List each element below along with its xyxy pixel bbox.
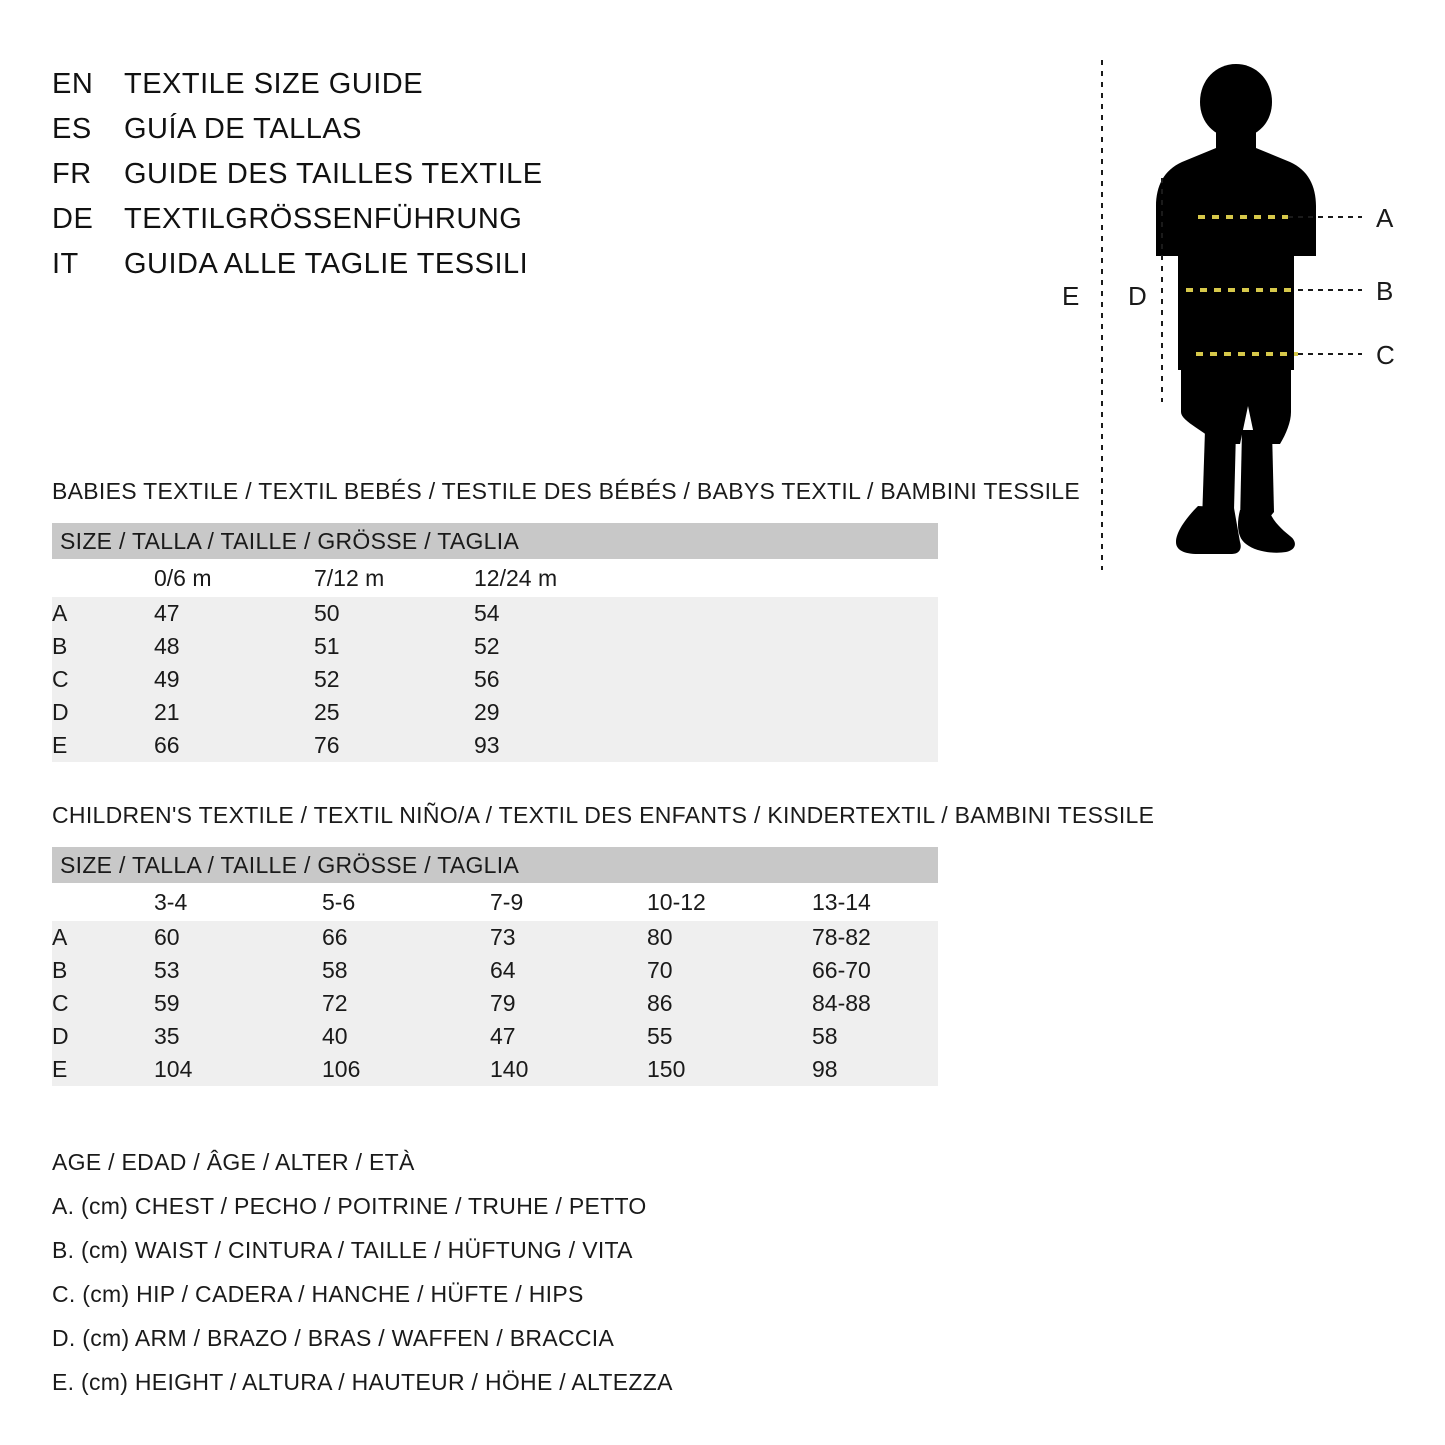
children-section — [52, 802, 1202, 1086]
language-title-block — [52, 68, 752, 293]
children-cell-d-1: 40 — [308, 1020, 476, 1053]
children-cell-c-2: 79 — [476, 987, 633, 1020]
babies-cell-d-0: 21 — [140, 696, 300, 729]
language-code-fr: FR — [52, 158, 92, 190]
figure-label-b: B — [1376, 276, 1394, 306]
children-table-header: SIZE / TALLA / TAILLE / GRÖSSE / TAGLIA — [52, 847, 938, 883]
legend-line-age: AGE / EDAD / ÂGE / ALTER / ETÀ — [52, 1149, 415, 1175]
table-row — [52, 1020, 938, 1053]
children-column-0: 3-4 — [140, 883, 308, 921]
children-cell-a-0: 60 — [140, 921, 308, 954]
children-column-2: 7-9 — [476, 883, 633, 921]
language-title-it: GUIDA ALLE TAGLIE TESSILI — [124, 248, 529, 280]
legend-line-waist: B. (cm) WAIST / CINTURA / TAILLE / HÜFTUNG / VITA — [52, 1237, 633, 1263]
children-size-table — [52, 847, 938, 1086]
table-row — [52, 921, 938, 954]
children-cell-c-0: 59 — [140, 987, 308, 1020]
table-row — [52, 597, 938, 630]
children-row-label-e: E — [52, 1053, 140, 1086]
babies-section — [52, 478, 1081, 762]
babies-row-label-a: A — [52, 597, 140, 630]
children-column-1: 5-6 — [308, 883, 476, 921]
figure-label-e: E — [1062, 281, 1080, 311]
table-row — [52, 630, 938, 663]
children-corner-cell — [52, 883, 140, 921]
language-title-es: GUÍA DE TALLAS — [124, 113, 363, 145]
child-silhouette-icon — [1156, 64, 1316, 554]
measurement-figure — [1050, 50, 1430, 580]
children-row-label-d: D — [52, 1020, 140, 1053]
children-cell-a-3: 80 — [633, 921, 798, 954]
babies-size-table — [52, 523, 938, 762]
children-cell-d-2: 47 — [476, 1020, 633, 1053]
babies-cell-b-1: 51 — [300, 630, 460, 663]
children-section-title: CHILDREN'S TEXTILE / TEXTIL NIÑO/A / TEXTIL DES ENFANTS / KINDERTEXTIL / BAMBINI TESSILE — [52, 802, 1155, 828]
babies-row-label-c: C — [52, 663, 140, 696]
legend-line-chest: A. (cm) CHEST / PECHO / POITRINE / TRUHE / PETTO — [52, 1193, 647, 1219]
babies-table-header: SIZE / TALLA / TAILLE / GRÖSSE / TAGLIA — [52, 523, 938, 559]
children-cell-b-0: 53 — [140, 954, 308, 987]
children-cell-b-1: 58 — [308, 954, 476, 987]
babies-column-2: 12/24 m — [460, 559, 938, 597]
babies-column-0: 0/6 m — [140, 559, 300, 597]
language-row-de — [52, 203, 752, 248]
babies-cell-c-2: 56 — [460, 663, 938, 696]
measurement-legend — [52, 1140, 852, 1404]
babies-section-title: BABIES TEXTILE / TEXTIL BEBÉS / TESTILE DES BÉBÉS / BABYS TEXTIL / BAMBINI TESSILE — [52, 478, 1081, 504]
children-cell-e-3: 150 — [633, 1053, 798, 1086]
babies-cell-a-1: 50 — [300, 597, 460, 630]
language-code-en: EN — [52, 68, 94, 100]
children-cell-a-4: 78-82 — [798, 921, 938, 954]
figure-label-d: D — [1128, 281, 1147, 311]
children-cell-b-4: 66-70 — [798, 954, 938, 987]
babies-cell-d-1: 25 — [300, 696, 460, 729]
babies-row-label-d: D — [52, 696, 140, 729]
table-row — [52, 1053, 938, 1086]
babies-cell-b-0: 48 — [140, 630, 300, 663]
babies-cell-b-2: 52 — [460, 630, 938, 663]
babies-row-label-e: E — [52, 729, 140, 762]
babies-table-header-row — [52, 523, 938, 559]
children-cell-c-1: 72 — [308, 987, 476, 1020]
children-column-3: 10-12 — [633, 883, 798, 921]
table-row — [52, 987, 938, 1020]
language-title-en: TEXTILE SIZE GUIDE — [124, 68, 424, 100]
babies-cell-d-2: 29 — [460, 696, 938, 729]
legend-line-hip: C. (cm) HIP / CADERA / HANCHE / HÜFTE / HIPS — [52, 1281, 584, 1307]
children-cell-a-2: 73 — [476, 921, 633, 954]
children-cell-d-3: 55 — [633, 1020, 798, 1053]
babies-cell-e-2: 93 — [460, 729, 938, 762]
language-code-it: IT — [52, 248, 79, 280]
figure-label-a: A — [1376, 203, 1394, 233]
language-code-de: DE — [52, 203, 94, 235]
legend-line-height: E. (cm) HEIGHT / ALTURA / HAUTEUR / HÖHE / ALTEZZA — [52, 1369, 673, 1395]
table-row — [52, 696, 938, 729]
babies-column-row — [52, 559, 938, 597]
babies-cell-a-0: 47 — [140, 597, 300, 630]
children-column-row — [52, 883, 938, 921]
table-row — [52, 954, 938, 987]
language-row-en — [52, 68, 752, 113]
babies-cell-e-0: 66 — [140, 729, 300, 762]
language-title-de: TEXTILGRÖSSENFÜHRUNG — [124, 203, 523, 235]
children-row-label-b: B — [52, 954, 140, 987]
children-row-label-c: C — [52, 987, 140, 1020]
children-cell-b-3: 70 — [633, 954, 798, 987]
babies-cell-a-2: 54 — [460, 597, 938, 630]
children-cell-d-0: 35 — [140, 1020, 308, 1053]
babies-column-1: 7/12 m — [300, 559, 460, 597]
children-row-label-a: A — [52, 921, 140, 954]
babies-corner-cell — [52, 559, 140, 597]
children-cell-e-1: 106 — [308, 1053, 476, 1086]
children-cell-a-1: 66 — [308, 921, 476, 954]
legend-line-arm: D. (cm) ARM / BRAZO / BRAS / WAFFEN / BRACCIA — [52, 1325, 615, 1351]
language-title-fr: GUIDE DES TAILLES TEXTILE — [124, 158, 543, 190]
children-cell-e-4: 98 — [798, 1053, 938, 1086]
language-row-fr — [52, 158, 752, 203]
language-code-es: ES — [52, 113, 92, 145]
children-cell-d-4: 58 — [798, 1020, 938, 1053]
babies-cell-c-0: 49 — [140, 663, 300, 696]
language-row-it — [52, 248, 752, 293]
children-cell-c-3: 86 — [633, 987, 798, 1020]
babies-cell-c-1: 52 — [300, 663, 460, 696]
children-cell-e-0: 104 — [140, 1053, 308, 1086]
figure-label-c: C — [1376, 340, 1395, 370]
table-row — [52, 663, 938, 696]
children-cell-b-2: 64 — [476, 954, 633, 987]
children-table-header-row — [52, 847, 938, 883]
child-silhouette-diagram — [1050, 50, 1430, 580]
children-column-4: 13-14 — [798, 883, 938, 921]
babies-row-label-b: B — [52, 630, 140, 663]
babies-cell-e-1: 76 — [300, 729, 460, 762]
children-cell-c-4: 84-88 — [798, 987, 938, 1020]
table-row — [52, 729, 938, 762]
children-cell-e-2: 140 — [476, 1053, 633, 1086]
language-row-es — [52, 113, 752, 158]
